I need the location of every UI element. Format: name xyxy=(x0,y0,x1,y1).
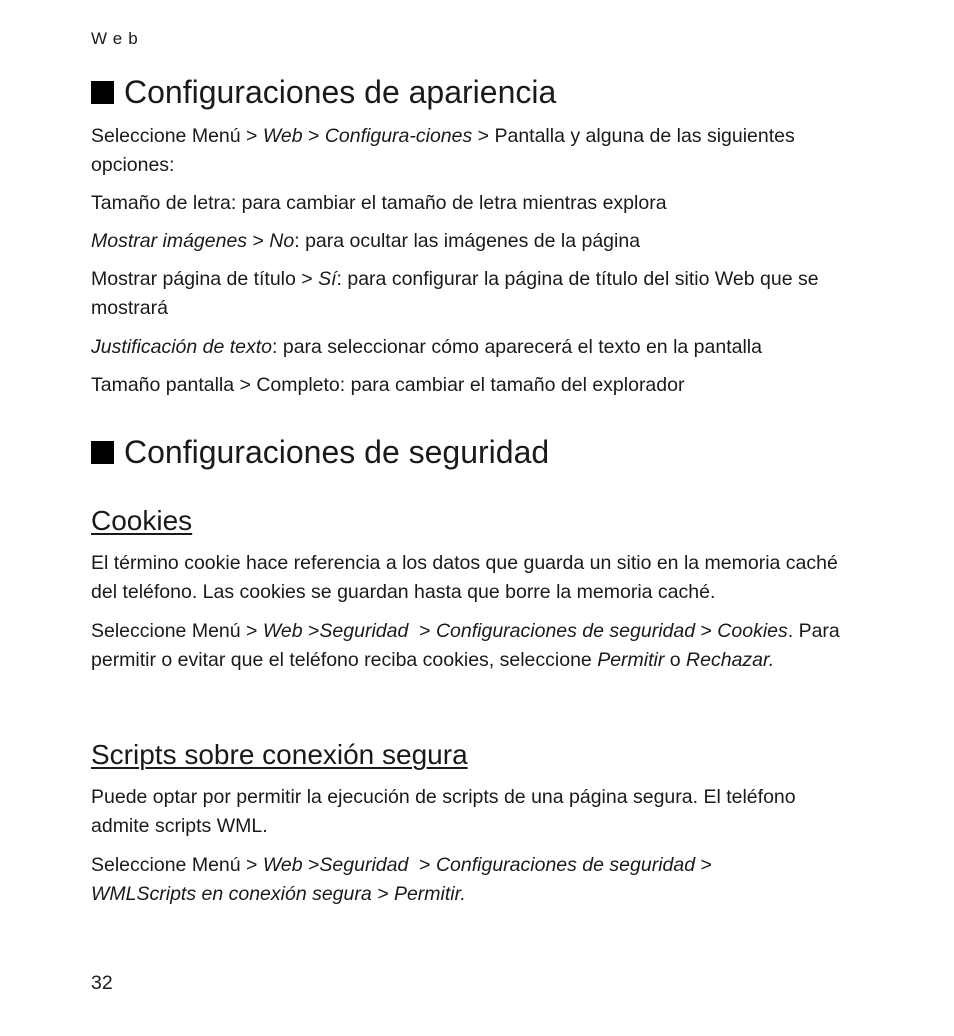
instr-text: o xyxy=(664,649,687,671)
instr-text: . xyxy=(768,649,775,671)
subsection-title-scripts: Scripts sobre conexión segura xyxy=(91,739,468,770)
scripts-instructions xyxy=(91,851,851,909)
page-number: 32 xyxy=(91,972,113,994)
option-desc: : para seleccionar cómo aparecerá el texto en la pantalla xyxy=(272,336,762,358)
instr-security: Seguridad xyxy=(319,854,409,876)
instr-sep: > xyxy=(371,883,394,905)
instr-text: Seleccione xyxy=(91,854,192,876)
option-label: Mostrar página de título > xyxy=(91,268,319,290)
option-text: Tamaño de letra: para cambiar el tamaño de letra mientras explora xyxy=(91,192,667,214)
intro-menu: Menú xyxy=(191,125,241,147)
cookies-desc-text: El término cookie hace referencia a los datos que guarda un sitio en la memoria caché del teléfono. Las cookies se guardan hasta que borre la memoria caché. xyxy=(91,552,838,603)
option-desc: : para ocultar las imágenes de la página xyxy=(294,230,641,252)
instr-sep: > xyxy=(302,854,320,876)
section-title-appearance xyxy=(91,74,556,111)
option-font-size xyxy=(91,189,851,218)
instr-web: Web xyxy=(262,620,303,642)
instr-web: Web xyxy=(262,854,303,876)
square-bullet-icon xyxy=(91,441,114,464)
instr-menu: Menú xyxy=(191,620,241,642)
instr-sep: > xyxy=(695,620,718,642)
instr-cookies: Cookies xyxy=(717,620,788,642)
intro-sep: > xyxy=(302,125,325,147)
instr-menu: Menú xyxy=(191,854,241,876)
instr-text: . xyxy=(460,883,466,905)
option-desc: : para configurar la página de título del sitio Web que se mostrará xyxy=(91,268,819,319)
instr-sep: > xyxy=(302,620,320,642)
option-sep: > xyxy=(247,230,270,252)
subsection-title-cookies: Cookies xyxy=(91,505,193,536)
intro-text: > Pantalla y alguna de las siguientes opciones: xyxy=(91,125,795,176)
option-label: Justificación de texto xyxy=(91,336,273,358)
option-text-justification xyxy=(91,333,851,362)
instr-text: Seleccione xyxy=(91,620,192,642)
option-value: No xyxy=(269,230,295,252)
appearance-intro xyxy=(91,122,851,180)
instr-config: Configuraciones de seguridad xyxy=(435,620,696,642)
instr-sep: > xyxy=(240,854,263,876)
instr-sep: > xyxy=(695,854,712,876)
section-title-security xyxy=(91,434,549,471)
intro-sep: > xyxy=(240,125,263,147)
option-label: Mostrar imágenes xyxy=(91,230,248,252)
instr-config: Configuraciones de seguridad xyxy=(435,854,696,876)
intro-text: Seleccione xyxy=(91,125,192,147)
option-title-page xyxy=(91,265,851,323)
option-show-images xyxy=(91,227,851,256)
intro-web: Web xyxy=(262,125,303,147)
instr-allow: Permitir xyxy=(393,883,461,905)
intro-config: Configura-ciones xyxy=(324,125,473,147)
option-value: Sí xyxy=(318,268,337,290)
instr-wml: WMLScripts en conexión segura xyxy=(91,883,372,905)
instr-sep: > xyxy=(240,620,263,642)
instr-allow: Permitir xyxy=(597,649,665,671)
cookies-description xyxy=(91,549,851,607)
scripts-desc-text: Puede optar por permitir la ejecución de scripts de una página segura. El teléfono admite scripts WML. xyxy=(91,786,796,837)
section-title-appearance-text: Configuraciones de apariencia xyxy=(124,74,557,110)
running-head: Web xyxy=(91,29,144,48)
instr-text: . Para permitir o evitar que el teléfono reciba cookies, seleccione xyxy=(91,620,840,671)
instr-sep: > xyxy=(408,854,436,876)
section-title-security-text: Configuraciones de seguridad xyxy=(124,434,550,470)
instr-security: Seguridad xyxy=(319,620,409,642)
scripts-description xyxy=(91,783,851,841)
option-screen-size xyxy=(91,371,851,400)
instr-sep: > xyxy=(408,620,436,642)
instr-reject: Rechazar xyxy=(686,649,769,671)
cookies-instructions xyxy=(91,617,851,675)
square-bullet-icon xyxy=(91,81,114,104)
option-text: Tamaño pantalla > Completo: para cambiar el tamaño del explorador xyxy=(91,374,685,396)
